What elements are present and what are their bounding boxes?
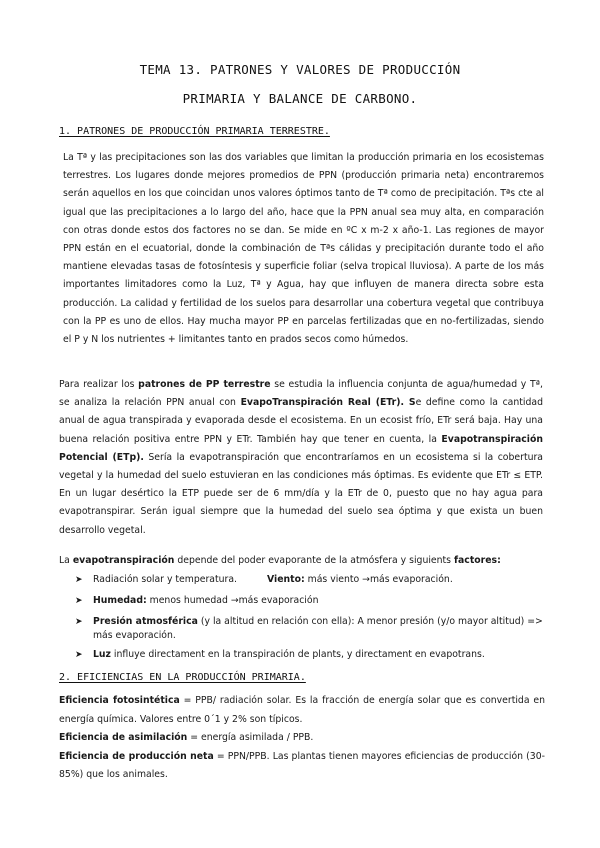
section-1-paragraph-2: [59, 376, 543, 540]
arrowhead-bullet-icon: ➤: [75, 617, 83, 627]
p3-text-c: depende del poder evaporante de la atmósfera y siguients: [174, 555, 454, 566]
eff-1-rest: = PPB/ radiación solar. Es la fracción de energía solar que es convertida en energía química. Valores entre 0´1 y 2% son típicos.: [59, 695, 546, 725]
bullet-4-bold: Luz: [93, 649, 111, 660]
eff-1-bold: Eficiencia fotosintética: [59, 695, 180, 706]
efficiency-photosynthetic: [59, 692, 545, 729]
bullet-1-rest: más viento →más evaporación.: [304, 574, 453, 585]
eff-2-rest: = energía asimilada / PPB.: [187, 732, 314, 744]
eff-3-bold: Eficiencia de producción neta: [59, 750, 214, 762]
section-2-heading: 2. EFICIENCIAS EN LA PRODUCCIÓN PRIMARIA.: [59, 672, 306, 683]
arrowhead-bullet-icon: ➤: [75, 650, 83, 660]
p3-bold-evapotranspiracion: evapotranspiración: [72, 555, 175, 566]
list-item-luz: [75, 648, 545, 662]
p2-bold-etr: EvapoTranspiración Real (ETr). S: [240, 397, 416, 409]
list-item-humedad: [75, 594, 545, 608]
bullet-4-rest: influye directament en la transpiración de plants, y directament en evapotrans.: [110, 649, 485, 660]
bullet-3-rest: (y la altitud en relación con ella): A menor presión (y/o mayor altitud) => más evaporación.: [93, 616, 543, 641]
eff-2-bold: Eficiencia de asimilación: [59, 732, 188, 744]
efficiency-assimilation: [59, 729, 545, 748]
p2-text-e: e define como la cantidad anual de agua transpirada y evaporada desde el ecosistema. En un ecosist frío, ETr será baja. Hay una buena relación positiva entre PPN y ETr. También hay que tener en cuenta, la: [59, 397, 544, 445]
section-1-paragraph-1: La Tª y las precipitaciones son las dos variables que limitan la producción primaria en los ecosistemas terrestres. Los lugares donde mejores promedios de PPN (producción primaria neta) encontraremos serán aquellos en los que coincidan unos valores óptimos tanto de Tª como de precipitación. Tªs cte al igual que las precipitaciones a lo largo del año, hace que la PPN anual sea muy alta, en comparación con otras donde estos dos factores no se dan. Se mide en ºC x m-2 x año-1. Las regiones de mayor PPN están en el ecuatorial, donde la combinación de Tªs cálidas y precipitación durante todo el año mantiene elevadas tasas de fotosíntesis y superficie foliar (selva tropical lluviosa). A parte de los más importantes limitadores como la Luz, Tª y Agua, hay que influyen de manera directa sobre esta producción. La calidad y fertilidad de los suelos para desarrollar una cobertura vegetal que contribuya con la PP es uno de ellos. Hay mucha mayor PP en parcelas fertilizadas que en no-fertilizadas, siendo el P y N los nutrientes + limitantes tanto en prados secos como húmedos.: [63, 152, 544, 346]
section-1-heading: 1. PATRONES DE PRODUCCIÓN PRIMARIA TERRESTRE.: [59, 126, 330, 137]
bullet-1-bold: Viento:: [266, 574, 305, 585]
p2-text-g: Sería la evapotranspiración que encontraríamos en un ecosistema si la cobertura vegetal y la humedad del suelo estuvieran en las condiciones más óptimas. Es evidente que ETr ≤ ETP. En un lugar desértico la ETP puede ser de 6 mm/día y la ETr de 0, puesto que no hay agua para evapotranspirar. Serán igual siempre que la humedad del suelo sea óptima y que exista un buen desarrollo vegetal.: [59, 451, 544, 536]
p2-bold-patrones: patrones de PP terrestre: [138, 379, 271, 390]
p2-text-a: Para realizar los: [59, 379, 139, 390]
document-title-line-2: PRIMARIA Y BALANCE DE CARBONO.: [182, 91, 418, 106]
arrowhead-bullet-icon: ➤: [75, 575, 83, 585]
bullet-3-bold: Presión atmosférica: [93, 616, 198, 627]
efficiency-net-production: [59, 748, 545, 785]
bullet-2-rest: menos humedad →más evaporación: [146, 595, 319, 606]
eff-3-rest: = PPN/PPB. Las plantas tienen mayores eficiencias de producción (30-85%) que los animales.: [59, 750, 545, 781]
bullet-1-text: Radiación solar y temperatura.: [93, 574, 237, 585]
arrowhead-bullet-icon: ➤: [75, 596, 83, 606]
factors-list: [75, 573, 545, 669]
bullet-2-bold: Humedad:: [93, 595, 147, 606]
section-1-paragraph-3: [59, 552, 543, 570]
p2-bold-etp: Evapotranspiración Potencial (ETp).: [59, 433, 543, 463]
document-title-line-1: TEMA 13. PATRONES Y VALORES DE PRODUCCIÓN: [139, 62, 461, 77]
p3-bold-factores: factores:: [453, 555, 501, 566]
list-item-radiacion: [75, 573, 545, 587]
p3-text-a: La: [59, 555, 73, 566]
p2-text-c: se estudia la influencia conjunta de agua/humedad y Tª, se analiza la relación PPN anual con: [59, 379, 543, 409]
list-item-presion: [75, 615, 545, 643]
section-2-body: [59, 692, 545, 785]
